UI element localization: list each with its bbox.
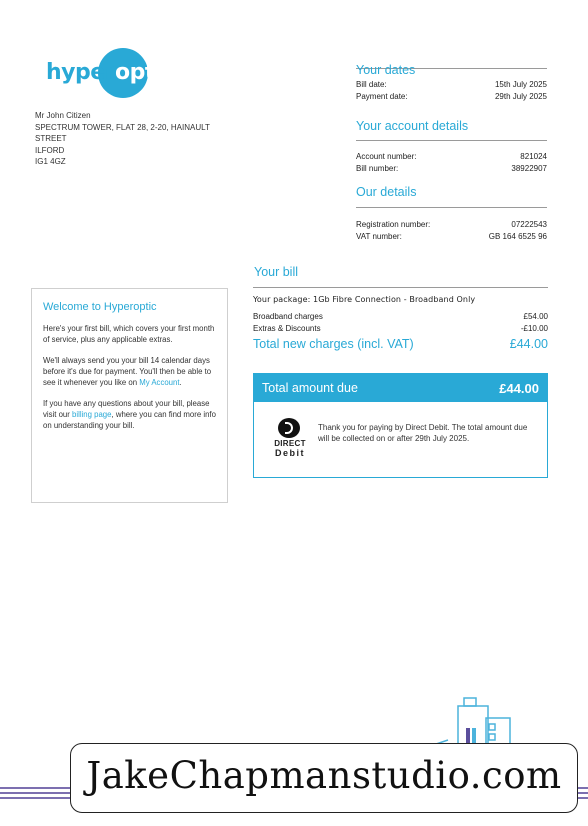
direct-debit-message: Thank you for paying by Direct Debit. The total amount due will be collected on or after 29th July 2025. — [318, 423, 528, 443]
bill-title: Your bill — [254, 265, 299, 279]
bill-rule — [253, 287, 548, 288]
hyperoptic-logo — [46, 48, 175, 98]
customer-address — [35, 110, 240, 168]
account-number-row — [356, 151, 547, 163]
payment-date-value: 29th July 2025 — [494, 91, 547, 101]
payment-date-row — [356, 91, 547, 103]
building-illustration — [436, 694, 516, 750]
customer-name: Mr John Citizen — [35, 111, 91, 120]
welcome-p3-end: , where you can find more info on understanding your bill. — [43, 410, 216, 430]
logo-text — [46, 60, 175, 85]
bill-block — [253, 295, 548, 351]
welcome-p2-text: We'll always send you your bill 14 calendar days before it's due for payment. You'll then be able to see it whenever you like on — [43, 356, 212, 387]
welcome-p2-end: . — [179, 378, 182, 387]
registration-label: Registration number: — [356, 220, 431, 229]
our-details-title: Our details — [356, 185, 417, 199]
dates-title: Your dates — [356, 63, 416, 77]
package-name: Your package: 1Gb Fibre Connection - Broadband Only — [253, 295, 476, 304]
extras-row — [253, 323, 548, 335]
vat-value: GB 164 6525 96 — [488, 231, 547, 241]
bill-date-value: 15th July 2025 — [494, 80, 547, 89]
total-new-charges-label: Total new charges (incl. VAT) — [253, 337, 414, 351]
account-rule — [356, 140, 547, 141]
direct-debit-logo — [268, 418, 312, 460]
bill-number-label: Bill number: — [356, 163, 399, 173]
broadband-value: £54.00 — [523, 312, 548, 321]
bill-date-label: Bill date: — [356, 80, 387, 89]
account-block — [356, 151, 547, 174]
registration-value: 07222543 — [511, 220, 547, 229]
amount-due-box — [253, 373, 548, 478]
account-title: Your account details — [356, 119, 469, 133]
welcome-box — [31, 288, 228, 503]
welcome-paragraph-1: Here's your first bill, which covers your first month of service, plus any applicable extras. — [43, 324, 215, 344]
extras-label: Extras & Discounts — [253, 323, 321, 333]
bill-date-row — [356, 79, 547, 91]
direct-debit-logo-text2: Debit — [275, 448, 305, 458]
payment-date-label: Payment date: — [356, 91, 408, 101]
registration-row — [356, 219, 547, 231]
bill-number-row — [356, 163, 547, 175]
direct-debit-logo-text1: DIRECT — [274, 439, 306, 448]
welcome-paragraph-2 — [43, 355, 216, 388]
vat-row — [356, 231, 547, 243]
watermark-text: JakeChapmanstudio.com — [86, 754, 562, 797]
welcome-paragraph-3 — [43, 398, 216, 431]
vat-label: VAT number: — [356, 231, 402, 241]
extras-value: -£10.00 — [520, 323, 548, 333]
billing-page-link[interactable]: billing page — [72, 410, 112, 419]
address-line2: ILFORD — [35, 145, 65, 155]
total-new-charges-row — [253, 337, 548, 351]
welcome-p3-text: If you have any questions about your bill, please visit our — [43, 399, 210, 419]
logo-text-part2: optic — [115, 60, 175, 85]
amount-due-value: £44.00 — [499, 380, 539, 396]
watermark-banner — [70, 743, 578, 813]
our-details-block — [356, 219, 547, 242]
dates-block — [356, 79, 547, 102]
address-postcode: IG1 4GZ — [35, 157, 66, 166]
bill-number-value: 38922907 — [511, 163, 547, 173]
amount-due-label: Total amount due — [262, 381, 358, 395]
welcome-title: Welcome to Hyperoptic — [43, 301, 157, 313]
total-new-charges-value: £44.00 — [509, 337, 548, 351]
address-line1: SPECTRUM TOWER, FLAT 28, 2-20, HAINAULT STREET — [35, 122, 210, 143]
amount-due-header — [254, 374, 547, 402]
broadband-row — [253, 311, 548, 323]
broadband-label: Broadband charges — [253, 312, 323, 321]
account-number-label: Account number: — [356, 152, 417, 161]
my-account-link[interactable]: My Account — [139, 378, 180, 387]
logo-text-part1: hyper — [46, 60, 116, 85]
our-details-rule — [356, 207, 547, 208]
account-number-value: 821024 — [520, 152, 547, 161]
